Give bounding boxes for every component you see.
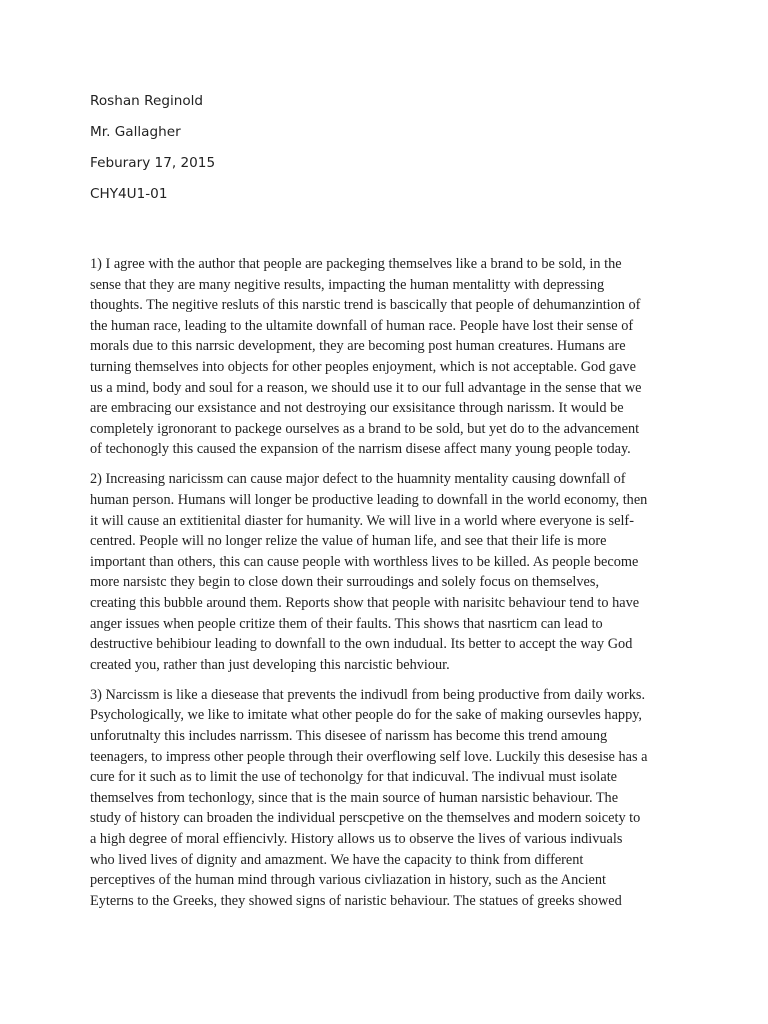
paragraph-line: the human race, leading to the ultamite downfall of human race. People have lost their sense of bbox=[90, 317, 634, 334]
paragraph-line: morals due to this narrsic development, they are becoming post human creatures. Humans are bbox=[90, 338, 626, 355]
author-name: Roshan Reginold bbox=[90, 93, 204, 109]
paragraph-line: cure for it such as to limit the use of techonolgy for that indicuval. The indivual must isolate bbox=[90, 769, 618, 786]
paragraph-line: Eyterns to the Greeks, they showed signs of naristic behaviour. The statues of greeks showed bbox=[90, 892, 622, 909]
answer-paragraph-2 bbox=[90, 469, 686, 675]
paragraph-line: turning themselves into objects for other peoples enjoyment, which is not acceptable. God gave bbox=[90, 358, 636, 375]
paragraph-line: of techonogly this caused the expansion of the narrism disese affect many young people today. bbox=[90, 441, 631, 458]
document-date: Feburary 17, 2015 bbox=[90, 155, 216, 171]
paragraph-line: created you, rather than just developing this narcistic behviour. bbox=[90, 656, 450, 673]
paragraph-line: centred. People will no longer relize the value of human life, and see that their life is more bbox=[90, 533, 607, 550]
paragraph-line: it will cause an extitienital diaster for humanity. We will live in a world where everyone is self- bbox=[90, 512, 634, 529]
paragraph-line: are embracing our exsistance and not destroying our exsisitance through narissm. It would be bbox=[90, 400, 624, 417]
paragraph-line: perceptives of the human mind through various civliazation in history, such as the Ancient bbox=[90, 872, 607, 889]
paragraph-line: destructive behibiour leading to downfall to the own indudual. Its better to accept the way God bbox=[90, 636, 633, 653]
paragraph-line: themselves from techonlogy, since that is the main source of human narsistic behaviour. The bbox=[90, 789, 619, 806]
document-body bbox=[90, 254, 686, 921]
course-code: CHY4U1-01 bbox=[90, 186, 168, 202]
paragraph-line: completely igronorant to packege ourselves as a brand to be sold, but yet do to the advancement bbox=[90, 420, 640, 437]
paragraph-line: thoughts. The negitive resluts of this narstic trend is bascically that people of dehumanzintion of bbox=[90, 297, 641, 314]
paragraph-line: a high degree of moral effiencivly. History allows us to observe the lives of various indivuals bbox=[90, 831, 623, 848]
teacher-name: Mr. Gallagher bbox=[90, 124, 181, 140]
paragraph-line: important than others, this can cause people with worthless lives to be killed. As people become bbox=[90, 553, 639, 570]
answer-paragraph-1 bbox=[90, 254, 686, 460]
paragraph-line: creating this bubble around them. Reports show that people with narisitc behaviour tend to have bbox=[90, 595, 640, 611]
paragraph-line: 2) Increasing naricissm can cause major defect to the huamnity mentality causing downfall of bbox=[90, 471, 626, 488]
paragraph-line: us a mind, body and soul for a reason, we should use it to our full advantage in the sense that we bbox=[90, 379, 642, 396]
paragraph-line: more narsistc they begin to close down their surroudings and solely focus on themselves, bbox=[90, 574, 600, 591]
paragraph-line: human person. Humans will longer be productive leading to downfall in the world economy, then bbox=[90, 492, 648, 509]
paragraph-line: anger issues when people critize them of their faults. This shows that nasrticm can lead to bbox=[90, 615, 603, 632]
document-header bbox=[90, 91, 690, 215]
paragraph-line: teenagers, to impress other people through their overflowing self love. Luckily this desesise has a bbox=[90, 748, 648, 765]
paragraph-line: sense that they are many negitive results, impacting the human mentalitty with depressing bbox=[90, 276, 605, 293]
answer-paragraph-3 bbox=[90, 685, 686, 912]
paragraph-line: who lived lives of dignity and amazment. We have the capacity to think from different bbox=[90, 851, 584, 868]
paragraph-line: unforutnalty this includes narrissm. This disesee of narissm has become this trend amoung bbox=[90, 728, 608, 745]
paragraph-line: study of history can broaden the individual perscpetive on the themselves and modern soicety to bbox=[90, 810, 641, 827]
paragraph-line: 1) I agree with the author that people are packeging themselves like a brand to be sold, in the bbox=[90, 256, 622, 272]
paragraph-line: 3) Narcissm is like a diesease that prevents the indivudl from being productive from daily works. bbox=[90, 686, 646, 703]
paragraph-line: Psychologically, we like to imitate what other people do for the sake of making oursevles happy, bbox=[90, 707, 643, 724]
